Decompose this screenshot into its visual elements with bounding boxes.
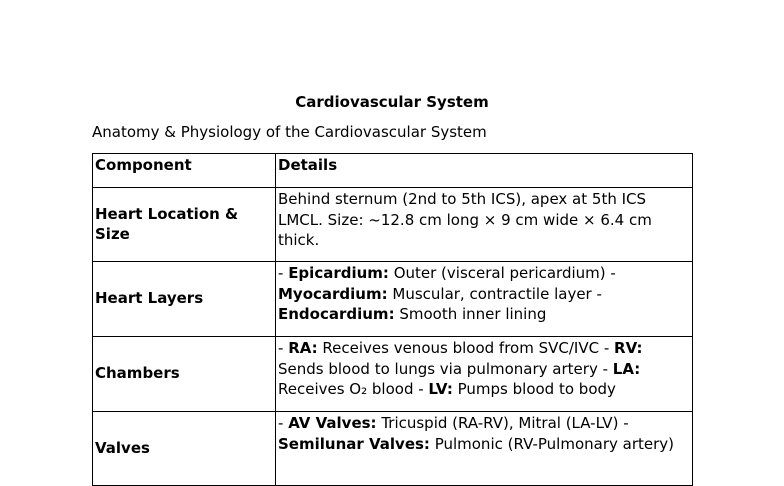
page-title: Cardiovascular System bbox=[295, 93, 489, 111]
component-cell: Heart Location & Size bbox=[93, 188, 276, 262]
details-text: Behind sternum (2nd to 5th ICS), apex at 5th ICS LMCL. Size: ~12.8 cm long × 9 cm wide × 6.4 cm thick. bbox=[278, 190, 652, 249]
header-component: Component bbox=[93, 154, 276, 188]
details-text: Pumps blood to body bbox=[452, 380, 616, 398]
component-cell: Valves bbox=[93, 412, 276, 486]
details-term: Semilunar Valves: bbox=[278, 434, 430, 453]
document-subtitle: Anatomy & Physiology of the Cardiovascular System bbox=[92, 123, 487, 141]
table-row bbox=[93, 412, 693, 486]
details-term: LV: bbox=[428, 380, 453, 398]
details-term: RV: bbox=[614, 339, 643, 357]
details-text: - bbox=[278, 264, 289, 282]
details-text: Smooth inner lining bbox=[394, 305, 547, 323]
details-text: Tricuspid (RA-RV), Mitral (LA-LV) - bbox=[376, 414, 629, 432]
header-details: Details bbox=[276, 154, 693, 188]
details-cell bbox=[276, 262, 693, 337]
details-cell bbox=[276, 337, 693, 412]
details-text: - bbox=[278, 414, 289, 432]
table-row bbox=[93, 337, 693, 412]
details-cell bbox=[276, 412, 693, 486]
details-term: Myocardium: bbox=[278, 284, 388, 303]
details-text: Receives venous blood from SVC/IVC - bbox=[317, 339, 615, 357]
details-text: Receives O₂ blood - bbox=[278, 380, 429, 398]
table-row bbox=[93, 262, 693, 337]
details-text: Pulmonic (RV-Pulmonary artery) bbox=[429, 434, 674, 453]
table-row bbox=[93, 188, 693, 262]
component-cell: Heart Layers bbox=[93, 262, 276, 337]
details-term: AV Valves: bbox=[288, 414, 377, 432]
component-cell: Chambers bbox=[93, 337, 276, 412]
details-term: RA: bbox=[288, 339, 318, 357]
details-text: - bbox=[278, 339, 289, 357]
table-header-row bbox=[93, 154, 693, 188]
details-cell bbox=[276, 188, 693, 262]
details-term: Epicardium: bbox=[288, 264, 389, 282]
details-text: Sends blood to lungs via pulmonary artery - bbox=[278, 359, 613, 378]
details-text: Muscular, contractile layer - bbox=[387, 284, 602, 303]
details-term: Endocardium: bbox=[278, 305, 395, 323]
details-term: LA: bbox=[612, 359, 641, 378]
details-text: Outer (visceral pericardium) - bbox=[388, 264, 616, 282]
component-details-table bbox=[92, 153, 693, 486]
